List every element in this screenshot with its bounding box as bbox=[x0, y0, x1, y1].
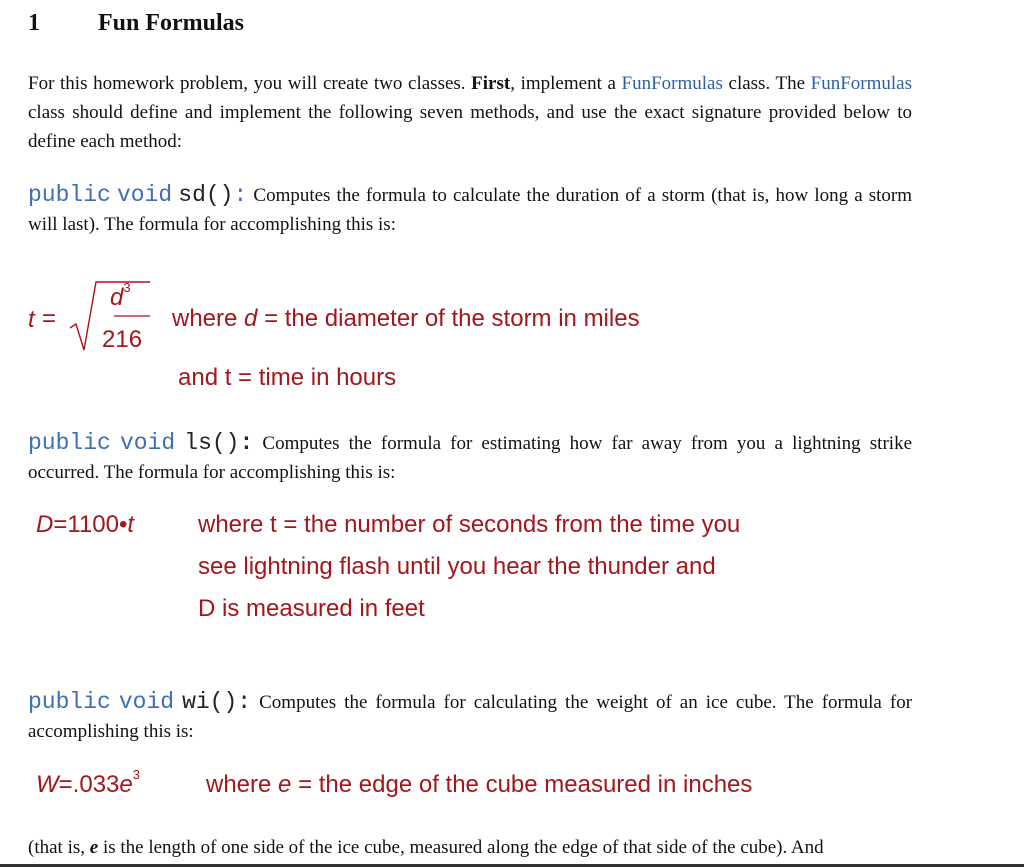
keyword-void: void bbox=[119, 430, 176, 456]
colon: : bbox=[233, 182, 248, 208]
intro-text-3: class. The bbox=[722, 73, 811, 94]
intro-first: First bbox=[471, 73, 511, 94]
keyword-public: public bbox=[28, 689, 111, 715]
wi-description: Computes the formula for calculating the weight of an ice cube. The formula for accomplishing this is: bbox=[28, 692, 913, 742]
ls-method-paragraph bbox=[28, 429, 912, 487]
intro-paragraph bbox=[28, 69, 912, 156]
formula-equals: = bbox=[42, 305, 57, 332]
ls-description: Computes the formula for estimating how far away from you a lightning strike occurred. The formula for accomplishing this is: bbox=[28, 433, 913, 483]
keyword-public: public bbox=[28, 430, 111, 456]
intro-text-1: For this homework problem, you will create two classes. bbox=[28, 73, 472, 94]
sd-formula bbox=[28, 278, 728, 358]
section-title: Fun Formulas bbox=[98, 10, 245, 36]
colon: : bbox=[239, 430, 254, 456]
keyword-public: public bbox=[28, 182, 111, 208]
class-name-link-2: FunFormulas bbox=[810, 73, 912, 94]
ls-formula: D=1100•t bbox=[36, 511, 135, 538]
class-name-link: FunFormulas bbox=[621, 73, 723, 94]
formula-t: t bbox=[28, 306, 35, 333]
keyword-void: void bbox=[118, 689, 175, 715]
colon: : bbox=[237, 689, 252, 715]
numerator-exponent: 3 bbox=[123, 280, 131, 295]
method-wi: wi() bbox=[182, 689, 238, 715]
wi-where-line: where e = the edge of the cube measured in inches bbox=[206, 771, 753, 798]
sd-description: Computes the formula to calculate the duration of a storm (that is, how long a storm will last). The formula for accomplishing this is: bbox=[28, 185, 913, 235]
section-heading bbox=[28, 10, 244, 37]
method-sd: sd() bbox=[178, 182, 234, 208]
sd-where-line-1: where d = the diameter of the storm in miles bbox=[172, 305, 640, 332]
numerator-d: d bbox=[110, 284, 124, 311]
wi-method-paragraph bbox=[28, 688, 912, 746]
sd-where-line-2: and t = time in hours bbox=[178, 364, 397, 391]
ls-where-line-2: see lightning flash until you hear the thunder and bbox=[198, 553, 716, 580]
method-ls: ls() bbox=[184, 430, 240, 456]
ls-where-line-3: D is measured in feet bbox=[198, 595, 425, 622]
intro-text-2: , implement a bbox=[510, 73, 622, 94]
intro-text-4: class should define and implement the following seven methods, and use the exact signature provided below to define each method: bbox=[28, 102, 912, 152]
denominator: 216 bbox=[102, 326, 143, 353]
wi-formula: $W=.033e^3$ bbox=[36, 767, 140, 798]
section-number: 1 bbox=[28, 10, 40, 36]
ls-where-line-1: where t = the number of seconds from the time you bbox=[198, 511, 741, 538]
keyword-void: void bbox=[116, 182, 173, 208]
trailing-paragraph: (that is, e is the length of one side of the ice cube, measured along the edge of that side of the cube). And bbox=[28, 837, 824, 858]
sd-method-paragraph bbox=[28, 181, 912, 239]
